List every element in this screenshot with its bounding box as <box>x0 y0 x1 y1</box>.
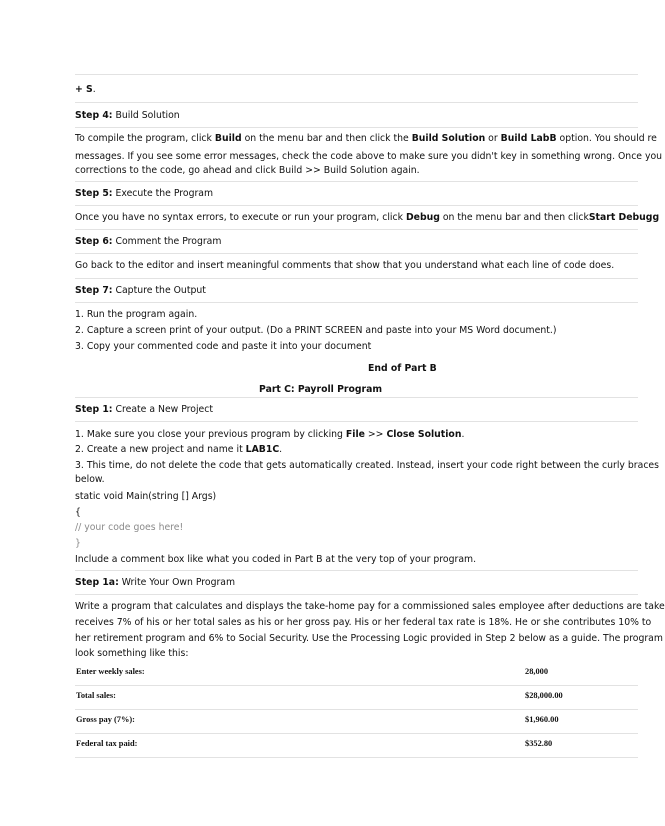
row-value: $1,960.00 <box>525 715 559 724</box>
divider <box>75 397 638 398</box>
step4-text-3: corrections to the code, go ahead and click Build >> Build Solution again. <box>75 165 420 176</box>
step1a-text-4: look something like this: <box>75 648 189 659</box>
divider <box>75 594 638 595</box>
divider <box>75 570 638 571</box>
step7-item-3: 3. Copy your commented code and paste it into your document <box>75 341 372 352</box>
divider <box>75 74 638 75</box>
step1-heading: Step 1: Create a New Project <box>75 404 214 415</box>
divider <box>75 302 638 303</box>
step1-note: Include a comment box like what you coded in Part B at the very top of your program. <box>75 554 477 565</box>
part-c-title: Part C: Payroll Program <box>259 384 383 395</box>
step1a-text-2: receives 7% of his or her total sales as his or her gross pay. His or her federal tax rate is 18%. He or she contributes 10% to <box>75 617 652 628</box>
step6-heading: Step 6: Comment the Program <box>75 236 222 247</box>
step1-item-1: 1. Make sure you close your previous program by clicking File >> Close Solution. <box>75 429 465 440</box>
step1a-text-3: her retirement program and 6% to Social Security. Use the Processing Logic provided in Step 2 below as a guide. The program <box>75 633 663 644</box>
step1-item-3-cont: below. <box>75 474 105 485</box>
divider <box>75 278 638 279</box>
continued-shortcut: + S. <box>75 84 96 95</box>
divider <box>75 127 638 128</box>
step7-item-2: 2. Capture a screen print of your output. (Do a PRINT SCREEN and paste into your MS Word document.) <box>75 325 557 336</box>
row-label: Enter weekly sales: <box>76 667 145 676</box>
divider <box>75 229 638 230</box>
code-line-2: { <box>75 507 81 518</box>
step5-heading: Step 5: Execute the Program <box>75 188 214 199</box>
step1a-text-1: Write a program that calculates and displays the take-home pay for a commissioned sales employee after deductions are take <box>75 601 665 612</box>
step1-item-2: 2. Create a new project and name it LAB1C. <box>75 444 283 455</box>
step1-item-3: 3. This time, do not delete the code that gets automatically created. Instead, insert your code right between the curly braces <box>75 460 659 471</box>
divider <box>75 205 638 206</box>
table-row <box>75 686 638 710</box>
divider <box>75 253 638 254</box>
code-line-4: } <box>75 538 81 549</box>
step5-text-1: Once you have no syntax errors, to execute or run your program, click Debug on the menu bar and then clickStart Debugg <box>75 212 660 223</box>
row-value: $28,000.00 <box>525 691 563 700</box>
step7-heading: Step 7: Capture the Output <box>75 285 206 296</box>
step4-text-1: To compile the program, click Build on the menu bar and then click the Build Solution or Build LabB option. You should re <box>75 133 657 144</box>
code-line-3: // your code goes here! <box>75 522 184 533</box>
row-label: Gross pay (7%): <box>76 715 135 724</box>
code-line-1: static void Main(string [] Args) <box>75 491 217 502</box>
row-label: Federal tax paid: <box>76 739 138 748</box>
row-value: $352.80 <box>525 739 553 748</box>
table-row <box>75 734 638 758</box>
step4-text-2: messages. If you see some error messages, check the code above to make sure you didn't key in something wrong. Once you <box>75 151 663 162</box>
document-page <box>75 0 665 826</box>
sample-output-table <box>75 662 638 758</box>
row-label: Total sales: <box>76 691 116 700</box>
step7-item-1: 1. Run the program again. <box>75 309 198 320</box>
table-row <box>75 710 638 734</box>
end-of-part-b: End of Part B <box>368 363 437 374</box>
divider <box>75 421 638 422</box>
step4-heading: Step 4: Build Solution <box>75 110 180 121</box>
step1a-heading: Step 1a: Write Your Own Program <box>75 577 236 588</box>
divider <box>75 102 638 103</box>
row-value: 28,000 <box>525 667 549 676</box>
table-row <box>75 662 638 686</box>
step6-text-1: Go back to the editor and insert meaningful comments that show that you understand what each line of code does. <box>75 260 615 271</box>
divider <box>75 181 638 182</box>
